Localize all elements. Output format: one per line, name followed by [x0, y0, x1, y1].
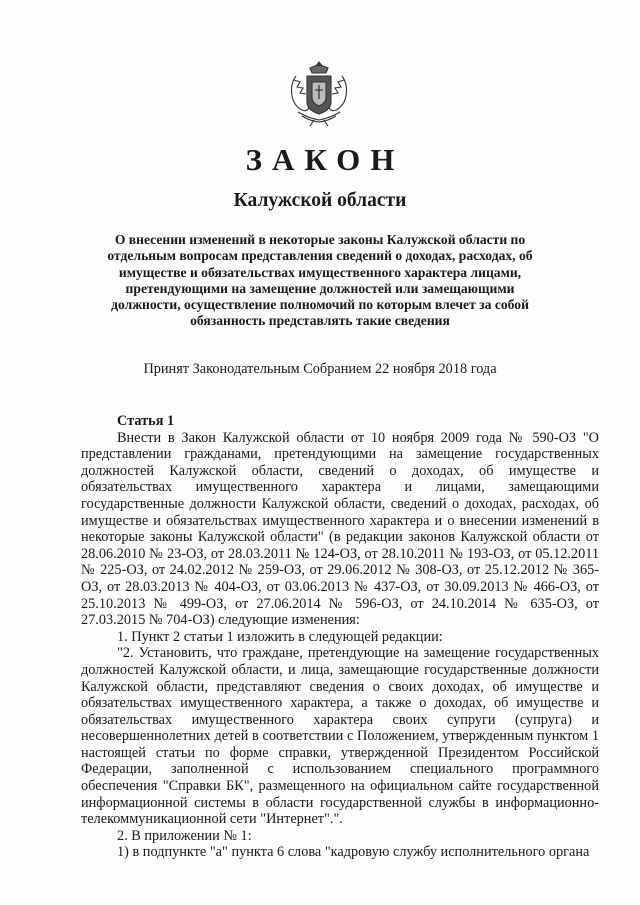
coat-of-arms-icon	[288, 60, 350, 128]
paragraph: 2. В приложении № 1:	[117, 827, 252, 844]
law-title: ЗАКОН	[245, 142, 405, 177]
law-subject: О внесении изменений в некоторые законы Калужской области по отдельным вопросам представления сведений о доходах, расходах, об имуществе и обязательствах имущественного характера лицами, претендующими на замещение должностей или замещающими должности, осуществление полномочий по которым влечет за собой обязанность представлять такие сведения	[107, 232, 533, 329]
article-heading: Статья 1	[117, 413, 175, 429]
paragraph: 1) в подпункте "а" пункта 6 слова "кадровую службу исполнительного органа	[117, 844, 590, 861]
region-name: Калужской области	[233, 190, 407, 211]
paragraph: "2. Установить, что граждане, претендующие на замещение государственных должностей Калужской области, и лица, замещающие государственные должности Калужской области, представляют сведения о своих доходах, об имуществе и обязательствах имущественного характера, а также о доходах, об имуществе и обязательствах имущественного характера своих супруги (супруга) и несовершеннолетних детей в соответствии с Положением, утвержденным пунктом 1 настоящей статьи по форме справки, утвержденной Президентом Российской Федерации, заполненной с использованием специального программного обеспечения "Справки БК", размещенного на официальном сайте государственной информационной системы в области государственной службы в информационно-телекоммуникационной сети "Интернет".".	[81, 645, 599, 828]
adoption-line: Принят Законодательным Собранием 22 ноября 2018 года	[143, 361, 497, 377]
paragraph: 1. Пункт 2 статьи 1 изложить в следующей редакции:	[117, 628, 443, 645]
paragraph: Внести в Закон Калужской области от 10 ноября 2009 года № 590-ОЗ "О представлении гражданами, претендующими на замещение государственных должностей Калужской области, сведений о доходах, об имуществе и обязательствах имущественного характера и лицами, замещающими государственные должности Калужской области, сведений о доходах, расходах, об имуществе и обязательствах имущественного характера и о внесении изменений в некоторые законы Калужской области" (в редакции законов Калужской области от 28.06.2010 № 23-ОЗ, от 28.03.2011 № 124-ОЗ, от 28.10.2011 № 193-ОЗ, от 05.12.2011 № 225-ОЗ, от 24.02.2012 № 259-ОЗ, от 29.06.2012 № 308-ОЗ, от 25.12.2012 № 365-ОЗ, от 28.03.2013 № 404-ОЗ, от 03.06.2013 № 437-ОЗ, от 30.09.2013 № 466-ОЗ, от 25.10.2013 № 499-ОЗ, от 27.06.2014 № 596-ОЗ, от 24.10.2014 № 635-ОЗ, от 27.03.2015 № 704-ОЗ) следующие изменения:	[81, 429, 599, 629]
law-body	[81, 413, 599, 861]
